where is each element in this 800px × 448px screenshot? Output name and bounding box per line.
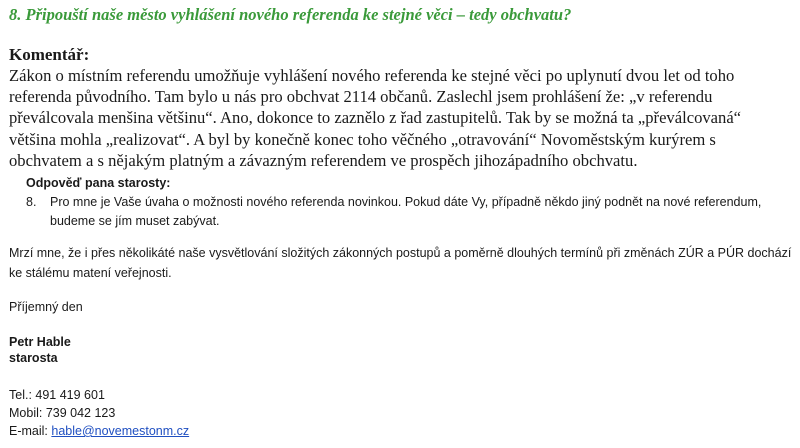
answer-heading: Odpověď pana starosty: (26, 176, 171, 190)
answer-text: Pro mne je Vaše úvaha o možnosti nového referenda novinkou. Pokud dáte Vy, případně někdo jiný podnět na nové referendum, budeme se jím muset zabývat. (50, 195, 762, 228)
question-heading: 8. Připouští naše město vyhlášení nového referenda ke stejné věci – tedy obchvatu? (9, 5, 572, 24)
email-label: E-mail: (9, 424, 52, 438)
contact-email (9, 424, 189, 438)
contact-phone: Tel.: 491 419 601 (9, 388, 105, 402)
comment-heading: Komentář: (9, 45, 90, 64)
greeting: Příjemný den (9, 300, 83, 314)
email-link[interactable]: hable@novemestonm.cz (51, 424, 190, 438)
answer-number: 8. (26, 195, 37, 209)
contact-mobile: Mobil: 739 042 123 (9, 406, 116, 420)
signer-role: starosta (9, 351, 58, 365)
remark-paragraph: Mrzí mne, že i přes několikáté naše vysvětlování složitých zákonných postupů a poměrně dlouhých termínů při změnách ZÚR a PÚR dochází ke stálému matení veřejnosti. (9, 246, 792, 280)
signer-name: Petr Hable (9, 335, 71, 349)
comment-body: Zákon o místním referendu umožňuje vyhlášení nového referenda ke stejné věci po uplynutí dvou let od toho referenda původního. Tam bylo u nás pro obchvat 2114 občanů. Zaslechl jsem prohlášení že: „v referendu převálcovala menšina většinu“. Ano, dokonce to zaznělo z řad zastupitelů. Tak by se možná ta „převálcovaná“ většina mohla „realizovat“. A byl by konečně konec toho věčného „otravování“ Novoměstským kurýrem s obchvatem a s nějakým platným a závazným referendem ve prospěch jihozápadního obchvatu. (9, 66, 742, 170)
